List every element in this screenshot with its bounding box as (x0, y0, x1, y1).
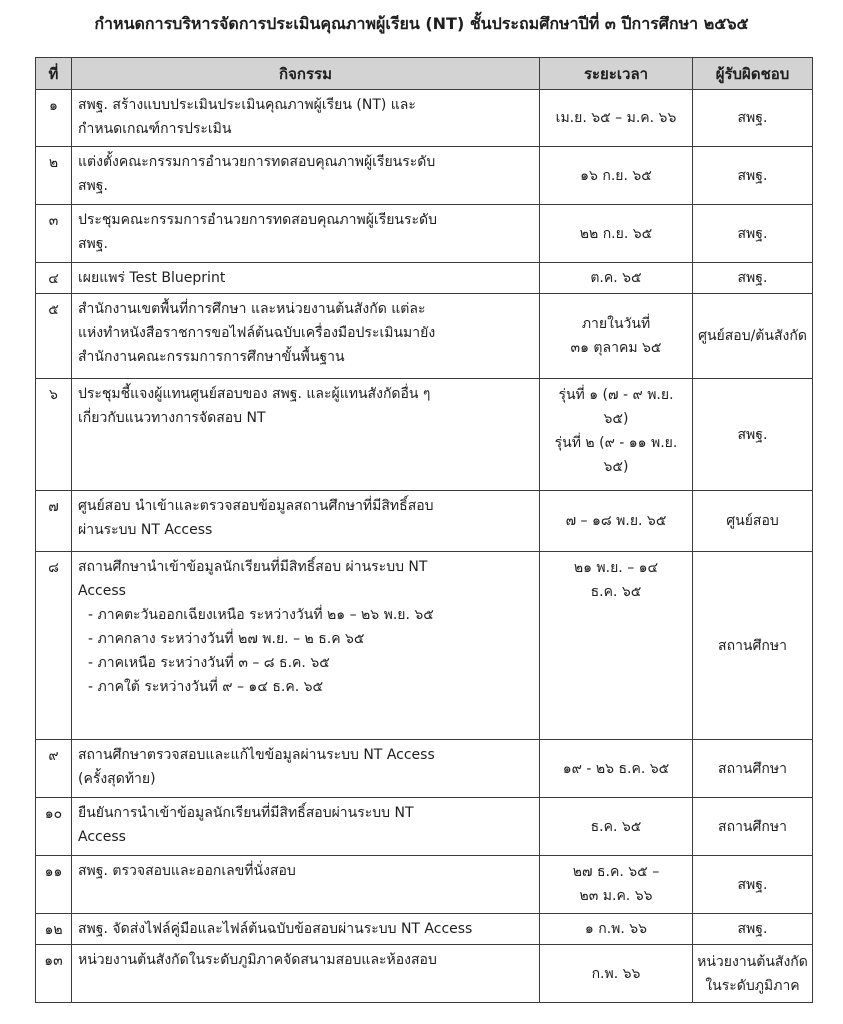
responsible-line: ในระดับภูมิภาค (705, 977, 800, 994)
schedule-table (35, 57, 813, 1003)
activity-sub-item: - ภาคเหนือ ระหว่างวันที่ ๓ – ๘ ธ.ค. ๖๕ (88, 655, 330, 671)
period-line: ๑๙ - ๒๖ ธ.ค. ๖๕ (562, 760, 670, 777)
table-row (36, 798, 813, 856)
header-responsible: ผู้รับผิดชอบ (693, 58, 813, 90)
period-line: ๑ ก.พ. ๖๖ (584, 921, 648, 937)
activity-cell (72, 90, 540, 147)
period-line: ๖๕) (603, 411, 629, 427)
period-line: ธ.ค. ๖๕ (590, 818, 642, 835)
table-row (36, 147, 813, 205)
table-header-row (36, 58, 813, 90)
period-line: ธ.ค. ๖๕ (590, 584, 642, 600)
period-line: ภายในวันที่ (581, 316, 651, 332)
activity-cell (72, 914, 540, 945)
activity-line: สพฐ. ตรวจสอบและออกเลขที่นั่งสอบ (78, 863, 296, 879)
row-number: ๙ (36, 740, 72, 798)
activity-line: ประชุมคณะกรรมการอำนวยการทดสอบคุณภาพผู้เรียนระดับ (78, 212, 438, 228)
responsible-cell (693, 147, 813, 205)
activity-line: สำนักงานคณะกรรมการการศึกษาขั้นพื้นฐาน (78, 349, 345, 365)
header-period: ระยะเวลา (540, 58, 693, 90)
period-cell (540, 740, 693, 798)
activity-line: สพฐ. (78, 236, 108, 252)
activity-line: สพฐ. จัดส่งไฟล์คู่มือและไฟล์ต้นฉบับข้อสอบผ่านระบบ NT Access (78, 921, 473, 937)
responsible-cell (693, 740, 813, 798)
activity-line: สพฐ. (78, 178, 108, 194)
responsible-cell (693, 491, 813, 552)
responsible-line: ศูนย์สอบ/ต้นสังกัด (698, 328, 807, 344)
responsible-cell (693, 552, 813, 740)
activity-cell (72, 945, 540, 1003)
responsible-line: ศูนย์สอบ (726, 513, 779, 529)
activity-line: เผยแพร่ Test Blueprint (78, 270, 226, 286)
period-cell (540, 147, 693, 205)
activity-line: สพฐ. สร้างแบบประเมินประเมินคุณภาพผู้เรียน (NT) และ (78, 97, 416, 113)
activity-cell (72, 856, 540, 914)
activity-line: ประชุมชี้แจงผู้แทนศูนย์สอบของ สพฐ. และผู้แทนสังกัดอื่น ๆ (78, 386, 431, 402)
period-cell (540, 914, 693, 945)
responsible-line: สพฐ. (737, 225, 768, 242)
row-number: ๑๒ (36, 914, 72, 945)
responsible-line: สถานศึกษา (718, 818, 787, 835)
activity-cell (72, 740, 540, 798)
responsible-line: สพฐ. (737, 876, 768, 893)
period-line: รุ่นที่ ๑ (๗ - ๙ พ.ย. (558, 387, 674, 403)
table-row (36, 740, 813, 798)
table-row (36, 856, 813, 914)
period-cell (540, 379, 693, 491)
row-number: ๘ (36, 552, 72, 740)
period-line: รุ่นที่ ๒ (๙ - ๑๑ พ.ย. (554, 435, 678, 451)
activity-cell (72, 294, 540, 379)
responsible-line: สพฐ. (737, 167, 768, 184)
row-number: ๒ (36, 147, 72, 205)
table-row (36, 491, 813, 552)
activity-line: Access (78, 583, 126, 599)
document-title: กำหนดการบริหารจัดการประเมินคุณภาพผู้เรียน (NT) ชั้นประถมศึกษาปีที่ ๓ ปีการศึกษา ๒๕๖๕ (94, 14, 749, 33)
period-cell (540, 798, 693, 856)
period-line: ต.ค. ๖๕ (590, 270, 642, 286)
responsible-cell (693, 90, 813, 147)
period-cell (540, 491, 693, 552)
activity-line: ยืนยันการนำเข้าข้อมูลนักเรียนที่มีสิทธิ์สอบผ่านระบบ NT (78, 805, 414, 821)
responsible-cell (693, 263, 813, 294)
responsible-line: สพฐ. (737, 110, 768, 126)
activity-cell (72, 798, 540, 856)
header-activity: กิจกรรม (72, 58, 540, 90)
row-number: ๓ (36, 205, 72, 263)
row-number: ๑๐ (36, 798, 72, 856)
period-cell (540, 263, 693, 294)
period-cell (540, 856, 693, 914)
period-cell (540, 552, 693, 740)
activity-cell (72, 147, 540, 205)
period-cell (540, 90, 693, 147)
period-line: ๖๕) (603, 459, 629, 475)
period-line: ก.พ. ๖๖ (591, 965, 641, 982)
responsible-cell (693, 914, 813, 945)
activity-line: หน่วยงานต้นสังกัดในระดับภูมิภาคจัดสนามสอบและห้องสอบ (78, 952, 437, 968)
responsible-cell (693, 945, 813, 1003)
activity-line: เกี่ยวกับแนวทางการจัดสอบ NT (78, 410, 266, 426)
period-line: ๒๗ ธ.ค. ๖๕ – (572, 864, 660, 880)
table-row (36, 294, 813, 379)
activity-line: ผ่านระบบ NT Access (78, 522, 213, 538)
responsible-cell (693, 205, 813, 263)
activity-line: (ครั้งสุดท้าย) (78, 771, 156, 787)
activity-line: ศูนย์สอบ นำเข้าและตรวจสอบข้อมูลสถานศึกษาที่มีสิทธิ์สอบ (78, 498, 434, 514)
table-row (36, 90, 813, 147)
activity-sub-item: - ภาคตะวันออกเฉียงเหนือ ระหว่างวันที่ ๒๑ – ๒๖ พ.ย. ๖๕ (88, 607, 434, 623)
responsible-line: สพฐ. (737, 426, 768, 443)
row-number: ๑ (36, 90, 72, 147)
activity-sub-item: - ภาคกลาง ระหว่างวันที่ ๒๗ พ.ย. – ๒ ธ.ค ๖๕ (88, 631, 365, 647)
activity-line: แต่งตั้งคณะกรรมการอำนวยการทดสอบคุณภาพผู้เรียนระดับ (78, 154, 436, 170)
responsible-cell (693, 294, 813, 379)
activity-cell (72, 205, 540, 263)
responsible-cell (693, 856, 813, 914)
responsible-line: สถานศึกษา (718, 637, 787, 654)
table-body (36, 90, 813, 1003)
period-line: ๑๖ ก.ย. ๖๕ (580, 167, 652, 184)
table-row (36, 205, 813, 263)
activity-line: แห่งทำหนังสือราชการขอไฟล์ต้นฉบับเครื่องมือประเมินมายัง (78, 325, 436, 341)
period-line: เม.ย. ๖๕ – ม.ค. ๖๖ (555, 110, 677, 126)
activity-line: Access (78, 829, 126, 845)
row-number: ๑๑ (36, 856, 72, 914)
responsible-line: สพฐ. (737, 921, 768, 937)
period-line: ๒๑ พ.ย. – ๑๔ (573, 560, 659, 576)
table-row (36, 379, 813, 491)
header-no: ที่ (36, 58, 72, 90)
period-line: ๓๑ ตุลาคม ๖๕ (570, 340, 662, 356)
row-number: ๕ (36, 294, 72, 379)
activity-cell (72, 379, 540, 491)
table-row (36, 914, 813, 945)
activity-cell (72, 552, 540, 740)
activity-cell (72, 491, 540, 552)
activity-line: กำหนดเกณฑ์การประเมิน (78, 121, 232, 137)
activity-line: สถานศึกษานำเข้าข้อมูลนักเรียนที่มีสิทธิ์สอบ ผ่านระบบ NT (78, 559, 428, 575)
responsible-cell (693, 798, 813, 856)
activity-line: สำนักงานเขตพื้นที่การศึกษา และหน่วยงานต้นสังกัด แต่ละ (78, 301, 426, 317)
period-line: ๒๓ ม.ค. ๖๖ (579, 888, 653, 904)
activity-sub-item: - ภาคใต้ ระหว่างวันที่ ๙ – ๑๔ ธ.ค. ๖๕ (88, 679, 324, 695)
period-line: ๒๒ ก.ย. ๖๕ (579, 225, 653, 242)
responsible-line: สพฐ. (737, 270, 768, 286)
row-number: ๖ (36, 379, 72, 491)
row-number: ๔ (36, 263, 72, 294)
responsible-cell (693, 379, 813, 491)
period-cell (540, 205, 693, 263)
period-cell (540, 294, 693, 379)
row-number: ๗ (36, 491, 72, 552)
table-row (36, 945, 813, 1003)
period-cell (540, 945, 693, 1003)
responsible-line: สถานศึกษา (718, 760, 787, 777)
responsible-line: หน่วยงานต้นสังกัด (697, 953, 808, 970)
period-line: ๗ – ๑๘ พ.ย. ๖๕ (565, 513, 667, 529)
row-number: ๑๓ (36, 945, 72, 1003)
activity-line: สถานศึกษาตรวจสอบและแก้ไขข้อมูลผ่านระบบ NT Access (78, 747, 435, 763)
table-row (36, 263, 813, 294)
table-row (36, 552, 813, 740)
activity-cell (72, 263, 540, 294)
